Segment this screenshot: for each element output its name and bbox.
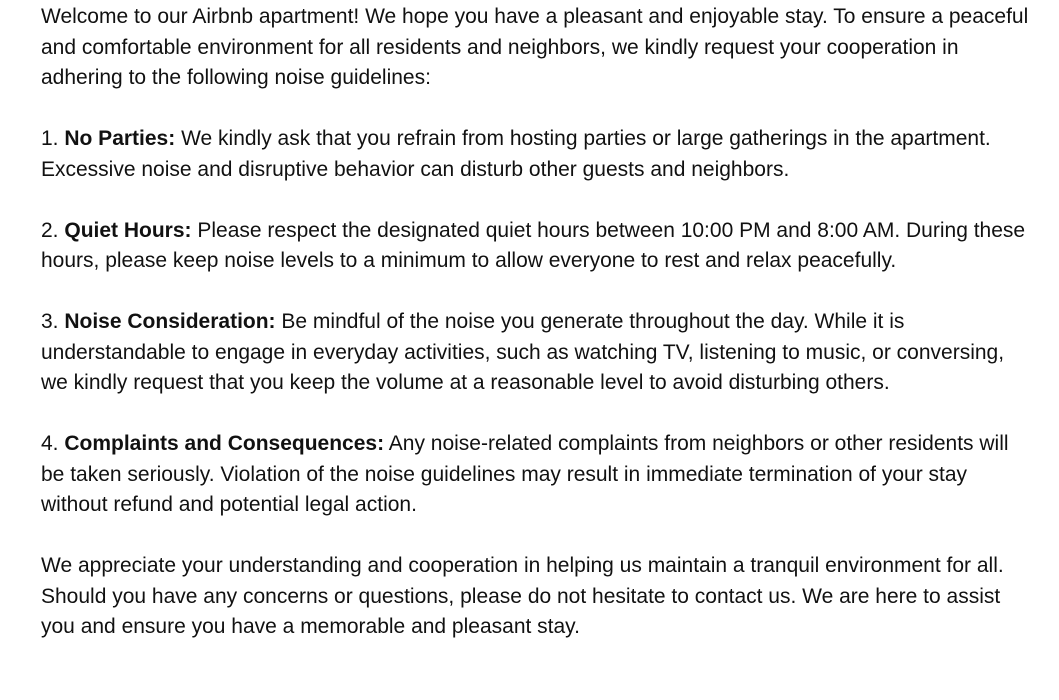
rule-title: Noise Consideration:	[64, 310, 276, 333]
rule-number: 1.	[41, 127, 59, 150]
rule-title: No Parties:	[64, 127, 176, 150]
rule-title: Quiet Hours:	[64, 218, 192, 242]
rule-complaints-consequences	[41, 429, 1031, 521]
noise-guidelines-document	[41, 2, 1031, 643]
rule-text: Be mindful of the noise you generate throughout the day. While it is understandable to engage in everyday activities, such as watching TV, listening to music, or conversing, we kindly request that you keep the volume at a reasonable level to avoid disturbing others.	[41, 310, 1005, 394]
intro-paragraph: Welcome to our Airbnb apartment! We hope you have a pleasant and enjoyable stay. To ensure a peaceful and comfortable environment for all residents and neighbors, we kindly request your cooperation in adhering to the following noise guidelines:	[41, 5, 1029, 89]
rule-text: We kindly ask that you refrain from hosting parties or large gatherings in the apartment. Excessive noise and disruptive behavior can disturb other guests and neighbors.	[41, 127, 991, 181]
rule-no-parties	[41, 124, 1031, 185]
rule-text: Any noise-related complaints from neighbors or other residents will be taken seriously. Violation of the noise guidelines may result in immediate termination of your stay without refund and potential legal action.	[41, 432, 1009, 516]
rule-number: 4.	[41, 432, 59, 455]
rule-text: Please respect the designated quiet hours between 10:00 PM and 8:00 AM. During these hours, please keep noise levels to a minimum to allow everyone to rest and relax peacefully.	[41, 218, 1026, 272]
rule-number: 3.	[41, 310, 59, 333]
rule-quiet-hours	[41, 216, 1031, 277]
rule-noise-consideration	[41, 307, 1031, 399]
closing-paragraph: We appreciate your understanding and cooperation in helping us maintain a tranquil environment for all. Should you have any concerns or questions, please do not hesitate to contact us. We are here to assist you and ensure you have a memorable and pleasant stay.	[41, 554, 1004, 638]
rule-number: 2.	[41, 218, 59, 242]
rule-title: Complaints and Consequences:	[64, 432, 385, 455]
